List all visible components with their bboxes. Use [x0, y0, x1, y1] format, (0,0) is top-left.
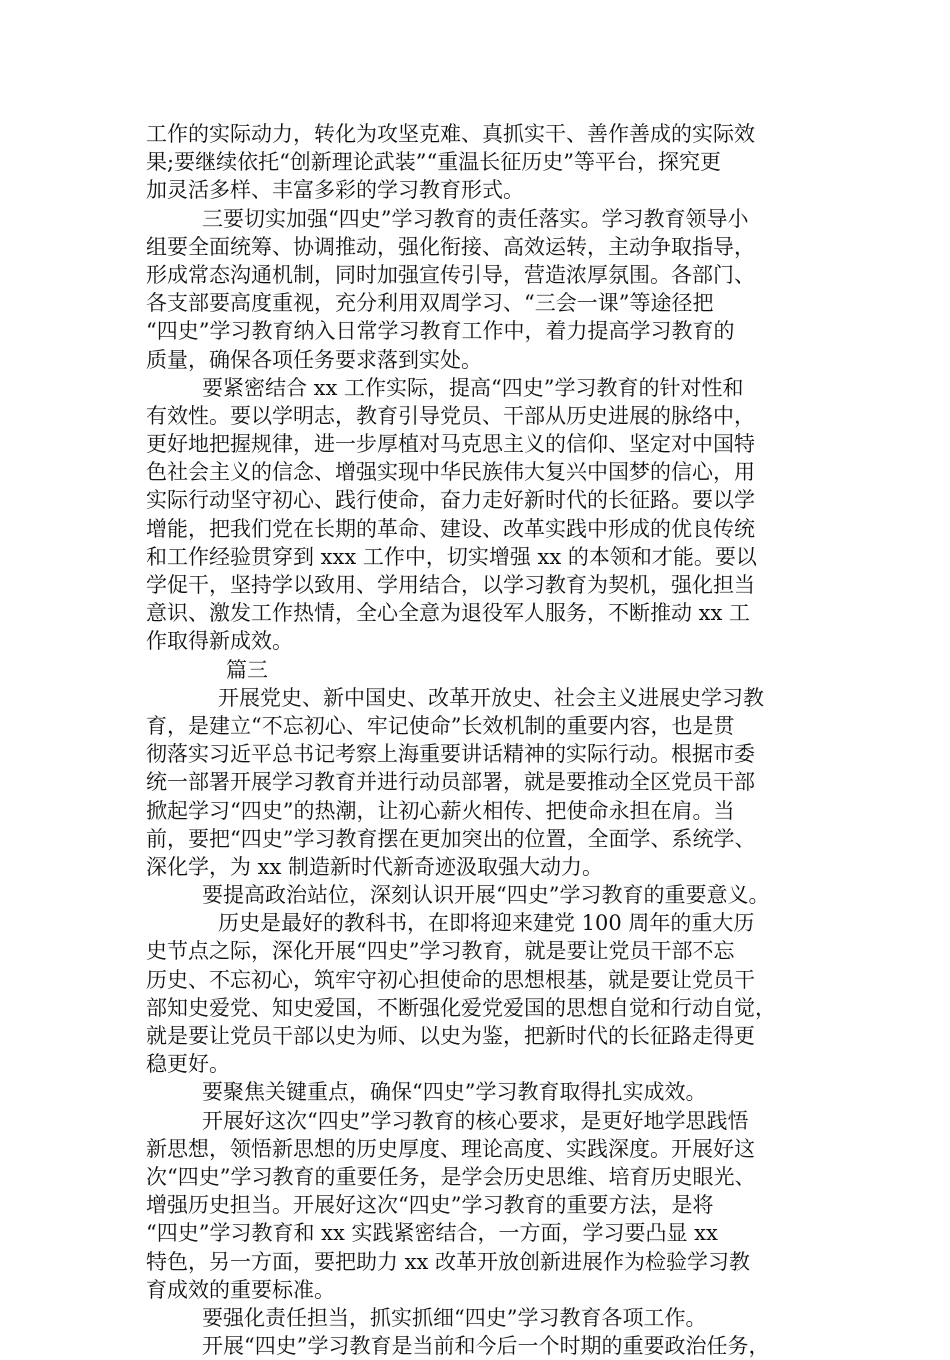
- text-line: 形成常态沟通机制，同时加强宣传引导，营造浓厚氛围。各部门、: [146, 262, 755, 287]
- subheading-line: 要强化责任担当，抓实抓细“四史”学习教育各项工作。: [202, 1305, 707, 1330]
- section-heading: 篇三: [226, 657, 268, 682]
- text-line: 果;要继续依托“创新理论武装”“重温长征历史”等平台，探究更: [146, 150, 722, 175]
- document-body: [146, 120, 818, 1360]
- text-line: 深化学，为 xx 制造新时代新奇迹汲取强大动力。: [146, 854, 604, 879]
- text-line: 学促干，坚持学以致用、学用结合，以学习教育为契机，强化担当: [146, 573, 755, 597]
- text-line: 增能，把我们党在长期的革命、建设、改革实践中形成的优良传统: [146, 516, 755, 541]
- paragraph-start-line: 开展“四史”学习教育是当前和今后一个时期的重要政治任务，: [202, 1334, 770, 1359]
- text-line: 有效性。要以学明志，教育引导党员、干部从历史进展的脉络中，: [146, 403, 755, 428]
- text-line: 掀起学习“四史”的热潮，让初心薪火相传、把使命永担在肩。当: [146, 798, 735, 823]
- text-line: 历史、不忘初心，筑牢守初心担使命的思想根基，就是要让党员干: [146, 967, 755, 992]
- text-line: 加灵活多样、丰富多彩的学习教育形式。: [146, 178, 524, 203]
- text-line: “四史”学习教育和 xx 实践紧密结合，一方面，学习要凸显 xx: [146, 1221, 718, 1246]
- text-line: 增强历史担当。开展好这次“四史”学习教育的重要方法，是将: [146, 1193, 714, 1218]
- text-line: 意识、激发工作热情，全心全意为退役军人服务，不断推动 xx 工: [146, 601, 751, 626]
- text-line: “四史”学习教育纳入日常学习教育工作中，着力提高学习教育的: [146, 319, 735, 344]
- text-line: 质量，确保各项任务要求落到实处。: [146, 347, 482, 372]
- text-line: 前，要把“四史”学习教育摆在更加突出的位置，全面学、系统学、: [146, 826, 756, 851]
- text-line: 作取得新成效。: [146, 629, 293, 654]
- paragraph-start-line: 开展好这次“四史”学习教育的核心要求，是更好地学思践悟: [202, 1108, 749, 1133]
- text-line: 新思想，领悟新思想的历史厚度、理论高度、实践深度。开展好这: [146, 1136, 755, 1161]
- text-line: 更好地把握规律，进一步厚植对马克思主义的信仰、坚定对中国特: [146, 432, 755, 457]
- text-line: 工作的实际动力，转化为攻坚克难、真抓实干、善作善成的实际效: [146, 122, 755, 146]
- subheading-line: 要聚焦关键重点，确保“四史”学习教育取得扎实成效。: [202, 1080, 707, 1105]
- text-line: 育，是建立“不忘初心、牢记使命”长效机制的重要内容，也是贯: [146, 713, 735, 738]
- subheading-line: 要提高政治站位，深刻认识开展“四史”学习教育的重要意义。: [202, 883, 770, 908]
- paragraph-start-line: 开展党史、新中国史、改革开放史、社会主义进展史学习教: [218, 685, 764, 710]
- text-line: 育成效的重要标准。: [146, 1277, 335, 1302]
- text-line: 史节点之际，深化开展“四史”学习教育，就是要让党员干部不忘: [146, 939, 735, 964]
- text-line: 统一部署开展学习教育并进行动员部署，就是要推动全区党员干部: [146, 770, 755, 795]
- text-line: 特色，另一方面，要把助力 xx 改革开放创新进展作为检验学习教: [146, 1249, 751, 1274]
- text-line: 组要全面统筹、协调推动，强化衔接、高效运转，主动争取指导，: [146, 234, 755, 259]
- text-line: 次“四史”学习教育的重要任务，是学会历史思维、培育历史眼光、: [146, 1164, 756, 1189]
- paragraph-start-line: 历史是最好的教科书，在即将迎来建党 100 周年的重大历: [218, 911, 755, 936]
- text-line: 部知史爱党、知史爱国，不断强化爱党爱国的思想自觉和行动自觉，: [146, 995, 776, 1020]
- text-line: 稳更好。: [146, 1052, 230, 1077]
- text-line: 彻落实习近平总书记考察上海重要讲话精神的实际行动。根据市委: [146, 742, 755, 767]
- text-line: 各支部要高度重视，充分利用双周学习、“三会一课”等途径把: [146, 291, 714, 316]
- text-line: 色社会主义的信念、增强实现中华民族伟大复兴中国梦的信心，用: [146, 460, 755, 485]
- text-line: 就是要让党员干部以史为师、以史为鉴，把新时代的长征路走得更: [146, 1024, 755, 1048]
- text-line: 和工作经验贯穿到 xxx 工作中，切实增强 xx 的本领和才能。要以: [146, 544, 757, 569]
- paragraph-start-line: 要紧密结合 xx 工作实际，提高“四史”学习教育的针对性和: [202, 375, 744, 400]
- text-line: 实际行动坚守初心、践行使命，奋力走好新时代的长征路。要以学: [146, 488, 755, 513]
- paragraph-start-line: 三要切实加强“四史”学习教育的责任落实。学习教育领导小: [202, 206, 749, 231]
